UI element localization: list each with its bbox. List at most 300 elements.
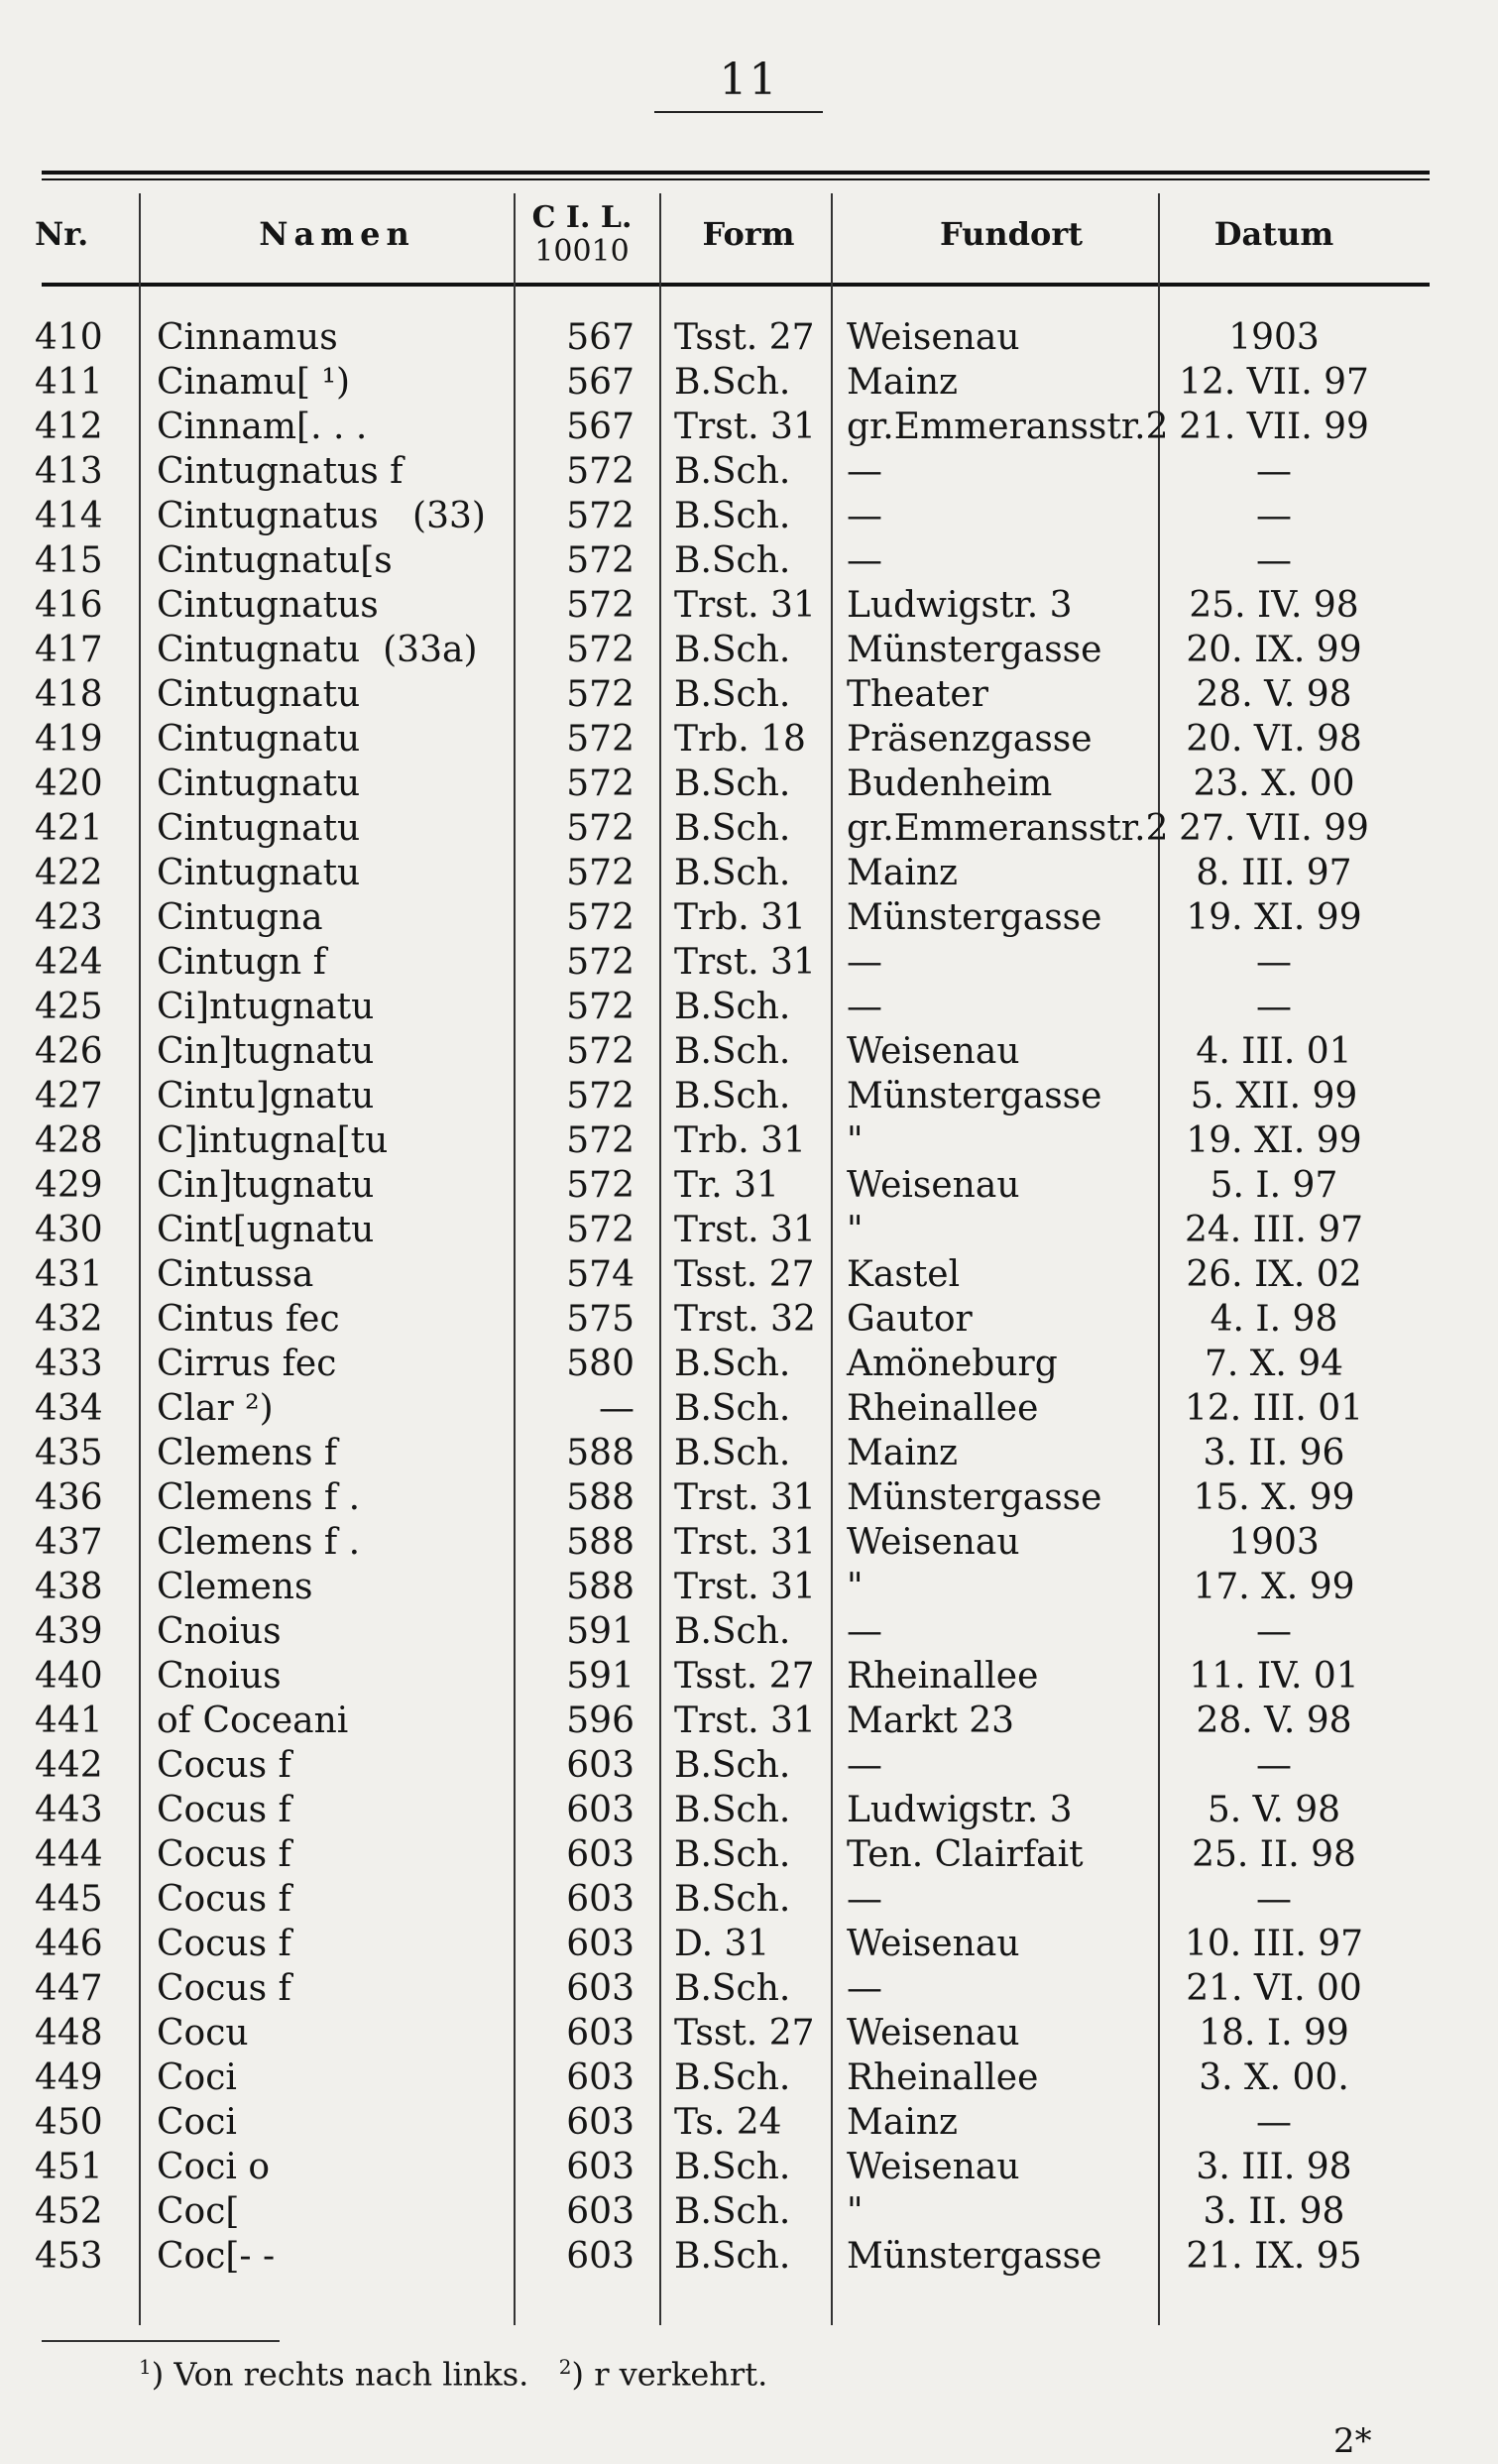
cell-form: Trb. 31 [674,897,806,938]
table-row [0,1565,1498,1609]
cell-cil: 603 [566,2236,634,2277]
cell-fundort: Rheinallee [847,1656,1039,1697]
cell-form: Trst. 31 [674,1210,816,1250]
cell-name: Cintugnatu [157,763,361,804]
cell-cil: 572 [566,1120,634,1161]
cell-form: Trst. 31 [674,1701,816,1741]
cell-datum: 1903 [1228,1522,1320,1563]
cell-cil: 567 [566,317,634,358]
cell-form: B.Sch. [674,2057,791,2098]
cell-nr: 442 [35,1745,103,1786]
cell-datum: 20. VI. 98 [1186,719,1362,760]
header-cil-number: 10010 [534,234,630,269]
cell-cil: 567 [566,362,634,403]
cell-nr: 435 [35,1433,103,1473]
cell-nr: 443 [35,1790,103,1830]
cell-datum: 25. IV. 98 [1189,585,1359,626]
cell-nr: 433 [35,1344,103,1384]
table-row [0,2100,1498,2145]
cell-datum: 3. II. 96 [1203,1433,1345,1473]
cell-datum: — [1256,496,1292,536]
cell-name: Cintussa [157,1254,314,1295]
cell-form: Trb. 18 [674,719,806,760]
table-row [0,1788,1498,1832]
cell-name: Cin]tugnatu [157,1165,375,1206]
cell-name: Cin]tugnatu [157,1031,375,1072]
table-row [0,1475,1498,1520]
cell-fundort: " [847,1210,864,1250]
cell-fundort: Ludwigstr. 3 [847,1790,1073,1830]
table-row [0,315,1498,360]
table-row [0,1252,1498,1297]
cell-name: Coci [157,2102,237,2143]
cell-form: B.Sch. [674,1388,791,1429]
header-cil-title: C I. L. [531,200,633,235]
cell-cil: 572 [566,942,634,983]
cell-nr: 432 [35,1299,103,1340]
cell-form: B.Sch. [674,1834,791,1875]
cell-name: Clemens f . [157,1477,361,1518]
top-rule [42,171,1430,175]
table-row [0,1966,1498,2011]
cell-nr: 428 [35,1120,103,1161]
footnote-1: ) Von rechts nach links. [151,2355,529,2394]
cell-name: Clemens f [157,1433,338,1473]
cell-fundort: gr.Emmeransstr.2 [847,407,1169,447]
table-row [0,2011,1498,2055]
cell-name: Cintugnatu [157,674,361,715]
cell-nr: 423 [35,897,103,938]
cell-name: Cocus f [157,1834,291,1875]
cell-cil: 603 [566,1834,634,1875]
table-row [0,1386,1498,1431]
table-header [0,193,1498,283]
cell-fundort: Ludwigstr. 3 [847,585,1073,626]
cell-form: B.Sch. [674,362,791,403]
cell-name: Cint[ugnatu [157,1210,375,1250]
table-row [0,1208,1498,1252]
cell-datum: — [1256,942,1292,983]
cell-fundort: — [847,496,882,536]
cell-nr: 445 [35,1879,103,1920]
footnote-rule [42,2340,280,2342]
cell-name: Cinnamus [157,317,338,358]
cell-form: Tsst. 27 [674,1656,815,1697]
cell-fundort: Rheinallee [847,1388,1039,1429]
cell-nr: 424 [35,942,103,983]
cell-fundort: Kastel [847,1254,961,1295]
cell-fundort: Mainz [847,853,958,893]
cell-datum: — [1256,1879,1292,1920]
table-row [0,1297,1498,1342]
cell-nr: 434 [35,1388,103,1429]
cell-form: B.Sch. [674,540,791,581]
cell-fundort: Budenheim [847,763,1053,804]
cell-form: Trst. 31 [674,1522,816,1563]
cell-form: Tsst. 27 [674,317,815,358]
cell-cil: 572 [566,674,634,715]
table-row [0,1163,1498,1208]
cell-form: B.Sch. [674,1611,791,1652]
cell-fundort: Amöneburg [847,1344,1058,1384]
cell-nr: 440 [35,1656,103,1697]
cell-datum: 15. X. 99 [1193,1477,1355,1518]
cell-name: Cintugnatu [157,853,361,893]
cell-name: Cintugn f [157,942,326,983]
table-row [0,2055,1498,2100]
cell-name: Clar ²) [157,1388,274,1429]
cell-fundort: gr.Emmeransstr.2 [847,808,1169,849]
cell-name: Ci]ntugnatu [157,987,375,1027]
cell-nr: 412 [35,407,103,447]
cell-name: Cintugnatus (33) [157,496,486,536]
cell-fundort: Theater [847,674,988,715]
cell-form: B.Sch. [674,1968,791,2009]
cell-fundort: " [847,1120,864,1161]
cell-name: Cintugnatu[s [157,540,393,581]
cell-name: Cirrus fec [157,1344,337,1384]
cell-form: Trst. 31 [674,407,816,447]
cell-nr: 439 [35,1611,103,1652]
cell-form: B.Sch. [674,1433,791,1473]
table-row [0,1654,1498,1699]
page-number-rule [654,111,823,113]
cell-fundort: Mainz [847,1433,958,1473]
cell-nr: 411 [35,362,103,403]
cell-fundort: " [847,2191,864,2232]
cell-form: B.Sch. [674,1879,791,1920]
header-fundort: Fundort [939,215,1084,253]
cell-datum: 4. I. 98 [1210,1299,1338,1340]
cell-datum: 28. V. 98 [1196,1701,1352,1741]
table-row [0,1029,1498,1074]
cell-form: B.Sch. [674,987,791,1027]
cell-name: Cintugnatus f [157,451,403,492]
cell-form: B.Sch. [674,853,791,893]
cell-fundort: — [847,1745,882,1786]
table-row [0,1431,1498,1475]
cell-fundort: Münstergasse [847,1076,1102,1116]
cell-fundort: Ten. Clairfait [847,1834,1084,1875]
cell-name: Cintugnatu (33a) [157,630,478,670]
cell-name: Coci [157,2057,237,2098]
cell-datum: 21. IX. 95 [1186,2236,1362,2277]
cell-fundort: Münstergasse [847,897,1102,938]
cell-name: of Coceani [157,1701,349,1741]
footnote-2-mark: 2 [558,2355,572,2379]
cell-nr: 425 [35,987,103,1027]
cell-form: B.Sch. [674,1745,791,1786]
cell-datum: 27. VII. 99 [1179,808,1369,849]
table-row [0,1520,1498,1565]
table-row [0,583,1498,628]
cell-nr: 426 [35,1031,103,1072]
cell-cil: 574 [566,1254,634,1295]
cell-datum: 3. II. 98 [1203,2191,1345,2232]
cell-cil: — [599,1388,634,1429]
header-cil [508,201,656,269]
table-row [0,449,1498,494]
cell-nr: 418 [35,674,103,715]
page-number: 11 [719,55,779,105]
header-form: Form [702,215,795,253]
cell-form: Tsst. 27 [674,2013,815,2053]
cell-datum: 10. III. 97 [1184,1924,1364,1964]
table-row [0,1743,1498,1788]
cell-datum: 25. II. 98 [1192,1834,1356,1875]
cell-datum: 17. X. 99 [1193,1567,1355,1607]
cell-fundort: — [847,451,882,492]
cell-form: B.Sch. [674,763,791,804]
footnote-1-mark: 1 [139,2355,152,2379]
cell-form: B.Sch. [674,808,791,849]
cell-datum: 26. IX. 02 [1186,1254,1362,1295]
cell-fundort: " [847,1567,864,1607]
cell-form: Trst. 31 [674,942,816,983]
cell-fundort: — [847,1611,882,1652]
table-row [0,672,1498,717]
cell-datum: — [1256,1611,1292,1652]
cell-name: Cocus f [157,1968,291,2009]
cell-cil: 572 [566,1031,634,1072]
cell-nr: 429 [35,1165,103,1206]
cell-cil: 603 [566,2013,634,2053]
cell-nr: 427 [35,1076,103,1116]
cell-nr: 420 [35,763,103,804]
cell-name: Cintugnatu [157,719,361,760]
cell-nr: 453 [35,2236,103,2277]
cell-nr: 437 [35,1522,103,1563]
cell-cil: 572 [566,853,634,893]
cell-cil: 588 [566,1433,634,1473]
table-row [0,762,1498,806]
footnotes [139,2355,767,2394]
cell-nr: 446 [35,1924,103,1964]
table-row [0,1922,1498,1966]
cell-nr: 452 [35,2191,103,2232]
cell-form: B.Sch. [674,1790,791,1830]
cell-name: Cintu]gnatu [157,1076,375,1116]
cell-cil: 572 [566,719,634,760]
cell-form: B.Sch. [674,630,791,670]
cell-fundort: Präsenzgasse [847,719,1093,760]
table-row [0,1699,1498,1743]
cell-cil: 572 [566,763,634,804]
cell-name: Cocu [157,2013,249,2053]
cell-name: Cnoius [157,1611,282,1652]
cell-datum: 8. III. 97 [1196,853,1352,893]
header-nr: Nr. [35,215,89,253]
cell-nr: 444 [35,1834,103,1875]
cell-datum: 3. III. 98 [1196,2147,1352,2187]
table-row [0,405,1498,449]
cell-fundort: Münstergasse [847,1477,1102,1518]
cell-cil: 567 [566,407,634,447]
cell-datum: 23. X. 00 [1193,763,1355,804]
cell-form: Tsst. 27 [674,1254,815,1295]
cell-datum: 28. V. 98 [1196,674,1352,715]
cell-name: Cintugnatu [157,808,361,849]
cell-cil: 580 [566,1344,634,1384]
header-datum: Datum [1213,215,1334,253]
cell-nr: 449 [35,2057,103,2098]
cell-fundort: Münstergasse [847,2236,1102,2277]
cell-nr: 417 [35,630,103,670]
cell-fundort: Markt 23 [847,1701,1015,1741]
cell-name: Clemens f . [157,1522,361,1563]
table-row [0,494,1498,538]
cell-datum: 19. XI. 99 [1186,897,1362,938]
cell-fundort: — [847,540,882,581]
table-row [0,1342,1498,1386]
cell-nr: 419 [35,719,103,760]
table-row [0,2189,1498,2234]
cell-fundort: — [847,942,882,983]
cell-datum: 5. I. 97 [1210,1165,1338,1206]
cell-cil: 572 [566,540,634,581]
cell-cil: 575 [566,1299,634,1340]
cell-datum: 21. VI. 00 [1186,1968,1362,2009]
cell-nr: 415 [35,540,103,581]
cell-datum: — [1256,1745,1292,1786]
cell-cil: 591 [566,1611,634,1652]
table-row [0,628,1498,672]
cell-cil: 603 [566,2057,634,2098]
table-row [0,1877,1498,1922]
cell-datum: 7. X. 94 [1204,1344,1344,1384]
table-row [0,1118,1498,1163]
cell-name: Cocus f [157,1790,291,1830]
table-row [0,1074,1498,1118]
cell-fundort: Weisenau [847,1522,1020,1563]
cell-form: B.Sch. [674,1344,791,1384]
cell-cil: 603 [566,2102,634,2143]
cell-form: Trst. 31 [674,585,816,626]
cell-datum: 5. XII. 99 [1190,1076,1358,1116]
cell-form: B.Sch. [674,674,791,715]
cell-fundort: Gautor [847,1299,973,1340]
cell-nr: 430 [35,1210,103,1250]
cell-form: Tr. 31 [674,1165,779,1206]
cell-name: Cocus f [157,1745,291,1786]
table-row [0,2145,1498,2189]
cell-cil: 572 [566,451,634,492]
footnote-2: ) r verkehrt. [571,2355,768,2394]
cell-cil: 572 [566,987,634,1027]
cell-datum: 12. VII. 97 [1179,362,1369,403]
cell-fundort: Weisenau [847,1031,1020,1072]
cell-cil: 572 [566,585,634,626]
header-namen: Namen [259,215,415,253]
cell-nr: 410 [35,317,103,358]
cell-form: B.Sch. [674,2147,791,2187]
cell-fundort: Mainz [847,362,958,403]
cell-cil: 572 [566,897,634,938]
table-row [0,806,1498,851]
cell-datum: — [1256,540,1292,581]
cell-fundort: Weisenau [847,2013,1020,2053]
cell-datum: 3. X. 00. [1199,2057,1349,2098]
cell-cil: 603 [566,1924,634,1964]
cell-datum: 18. I. 99 [1199,2013,1349,2053]
cell-name: Coc[- - [157,2236,276,2277]
cell-datum: 24. III. 97 [1184,1210,1364,1250]
cell-cil: 572 [566,808,634,849]
cell-form: Trb. 31 [674,1120,806,1161]
cell-fundort: — [847,1879,882,1920]
cell-form: B.Sch. [674,496,791,536]
cell-form: B.Sch. [674,2191,791,2232]
cell-name: Cocus f [157,1879,291,1920]
cell-datum: 11. IV. 01 [1189,1656,1359,1697]
cell-nr: 413 [35,451,103,492]
cell-form: Trst. 31 [674,1477,816,1518]
cell-name: Coc[ [157,2191,240,2232]
cell-cil: 603 [566,1968,634,2009]
cell-name: Cnoius [157,1656,282,1697]
cell-name: C]intugna[tu [157,1120,389,1161]
cell-datum: 20. IX. 99 [1186,630,1362,670]
signature-mark: 2* [1333,2421,1372,2461]
table-row [0,1609,1498,1654]
cell-datum: 1903 [1228,317,1320,358]
cell-form: B.Sch. [674,451,791,492]
cell-nr: 438 [35,1567,103,1607]
cell-form: Trst. 32 [674,1299,816,1340]
cell-cil: 603 [566,2147,634,2187]
cell-form: B.Sch. [674,1076,791,1116]
cell-cil: 572 [566,1076,634,1116]
cell-name: Cinamu[ ¹) [157,362,350,403]
table-row [0,538,1498,583]
table-row [0,2234,1498,2279]
cell-datum: — [1256,987,1292,1027]
cell-cil: 603 [566,1879,634,1920]
cell-fundort: Münstergasse [847,630,1102,670]
table-row [0,985,1498,1029]
cell-nr: 451 [35,2147,103,2187]
table-row [0,851,1498,895]
cell-fundort: Rheinallee [847,2057,1039,2098]
cell-datum: — [1256,451,1292,492]
cell-nr: 436 [35,1477,103,1518]
cell-cil: 572 [566,496,634,536]
cell-form: B.Sch. [674,2236,791,2277]
cell-cil: 572 [566,1165,634,1206]
cell-fundort: — [847,1968,882,2009]
cell-cil: 572 [566,630,634,670]
cell-datum: 19. XI. 99 [1186,1120,1362,1161]
cell-nr: 441 [35,1701,103,1741]
cell-fundort: Weisenau [847,1165,1020,1206]
table-row [0,360,1498,405]
cell-cil: 596 [566,1701,634,1741]
cell-name: Cocus f [157,1924,291,1964]
table-row [0,717,1498,762]
table-row [0,895,1498,940]
cell-name: Cintugnatus [157,585,379,626]
cell-datum: 21. VII. 99 [1179,407,1369,447]
cell-cil: 603 [566,2191,634,2232]
header-rule [42,283,1430,287]
cell-datum: 4. III. 01 [1196,1031,1352,1072]
cell-datum: — [1256,2102,1292,2143]
cell-fundort: Weisenau [847,317,1020,358]
table-row [0,940,1498,985]
top-rule-thin [42,178,1430,180]
cell-cil: 603 [566,1790,634,1830]
cell-name: Cinnam[. . . [157,407,368,447]
